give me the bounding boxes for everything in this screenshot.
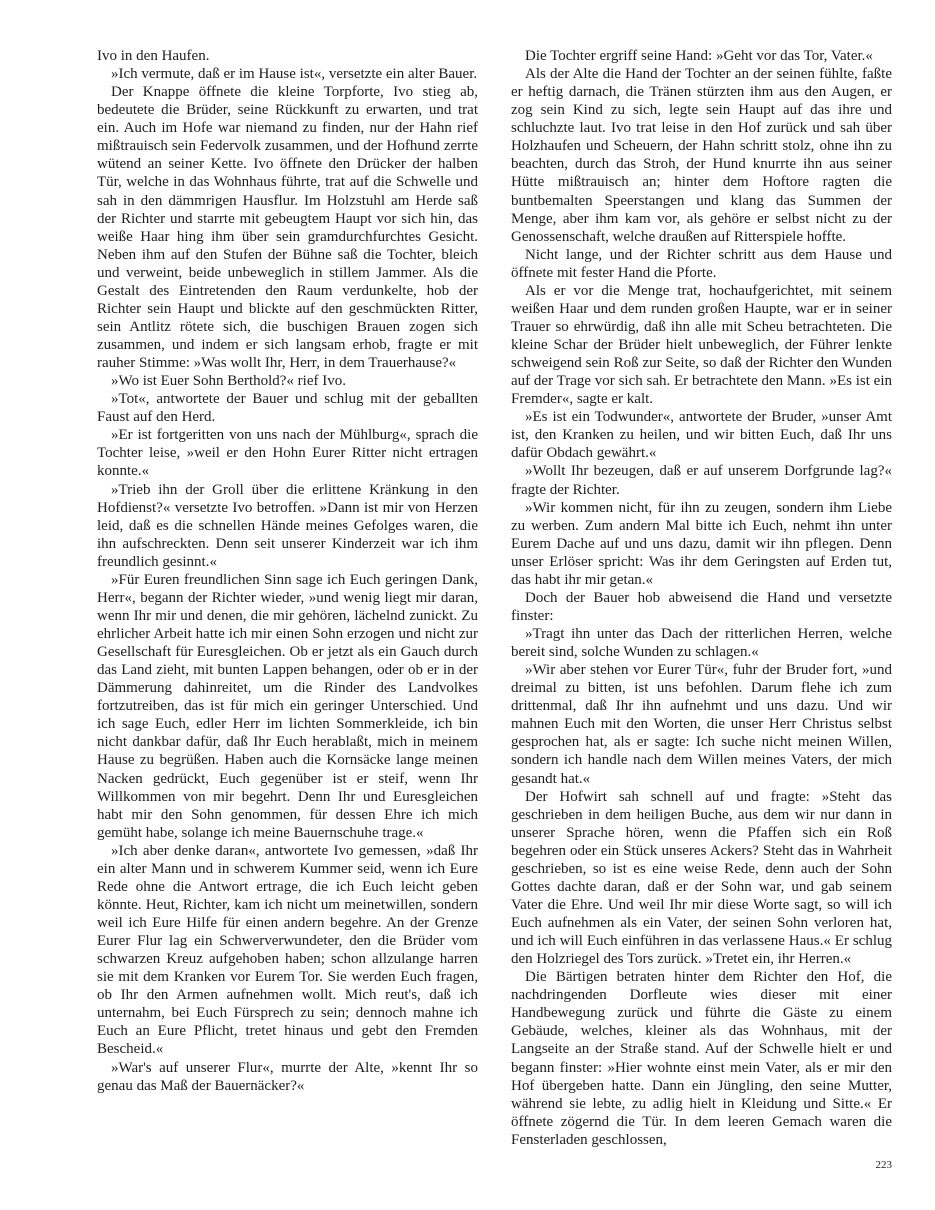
paragraph: »Tot«, antwortete der Bauer und schlug mit der geballten Faust auf den Herd. — [97, 391, 478, 426]
paragraph: »Wir aber stehen vor Eurer Tür«, fuhr der Bruder fort, »und dreimal zu bitten, ist uns befohlen. Darum flehe ich zum drittenmal, daß Ihr ihn aufnehmt und uns dazu. Und wir mahnen Euch mit den Worten, die unser Herr Christus selbst gesprochen hat, als er sagte: Ich suche nicht meinen Willen, sondern ich handle nach dem Willen meines Vaters, der mich gesandt hat.« — [511, 662, 892, 787]
paragraph: Nicht lange, und der Richter schritt aus dem Hause und öffnete mit fester Hand die Pforte. — [511, 246, 892, 281]
paragraph: »Wollt Ihr bezeugen, daß er auf unserem Dorfgrunde lag?« fragte der Richter. — [511, 463, 892, 498]
paragraph: Als er vor die Menge trat, hochaufgerichtet, mit seinem weißen Haar und dem runden großen Haupte, war er in seiner Trauer so ehrwürdig, daß ihn alle mit Scheu betrachteten. Die kleine Schar der Brüder hielt unbeweglich, der Führer lenkte schweigend sein Roß zur Seite, so daß der Richter den Wunden auf der Trage vor sich sah. Er betrachtete den Mann. »Es ist ein Fremder«, sagte er kalt. — [511, 282, 892, 408]
paragraph: Doch der Bauer hob abweisend die Hand und versetzte finster: — [511, 589, 892, 624]
paragraph: Die Bärtigen betraten hinter dem Richter den Hof, die nachdringenden Dorfleute wies dieser mit einer Handbewegung zurück und führte die Gäste zu einem Gebäude, welches, kleiner als das Wohnhaus, mit der Langseite an der Straße stand. Auf der Schwelle hielt er und begann finster: »Hier wohnte einst mein Vater, als er mir den Hof übergeben hatte. Dann ein Jüngling, den seine Mutter, während sie lebte, zu adlig hielt in Kleidung und Sitte.« Er öffnete zögernd die Tür. In dem leeren Gemach waren die Fensterladen geschlossen, — [511, 969, 892, 1148]
paragraph: Der Knappe öffnete die kleine Torpforte, Ivo stieg ab, bedeutete die Brüder, seine Rückkunft zu erwarten, und trat ein. Auch im Hofe war niemand zu finden, nur der Hahn rief mißtrauisch sein Federvolk zusammen, und der Hofhund zerrte wütend an seiner Kette. Ivo öffnete den Drücker der halben Tür, welche in das Wohnhaus führte, trat auf die Schwelle und sah in den dämmrigen Hausflur. Im Holzstuhl am Herde saß der Richter und starrte mit gebeugtem Haupt vor sich hin, das weiße Haar hing ihm über sein gramdurchfurchtes Gesicht. Neben ihm auf den Stufen der Bühne saß die Tochter, bleich und verweint, beide unbeweglich in stillem Jammer. Als die Gestalt des Eintretenden den Raum verdunkelte, hob der Richter sein Haupt und blickte auf den geschmückten Ritter, sein Antlitz rötete sich, die buschigen Brauen zogen sich zusammen, und indem er sich langsam erhob, fragte er mit rauher Stimme: »Was wollt Ihr, Herr, in dem Trauerhause?« — [97, 84, 478, 372]
right-column — [511, 47, 892, 1149]
paragraph: Ivo in den Haufen. — [97, 48, 210, 64]
paragraph: »War's auf unserer Flur«, murrte der Alte, »kennt Ihr so genau das Maß der Bauernäcker?« — [97, 1059, 478, 1094]
left-column — [97, 47, 478, 1095]
paragraph: »Wir kommen nicht, für ihn zu zeugen, sondern ihm Liebe zu werben. Zum andern Mal bitte ich Euch, nehmt ihn unter Eurem Dache auf und uns dazu, damit wir ihn pflegen. Denn unser Erlöser spricht: Was ihr dem Geringsten auf Erden tut, das habt ihr mir getan.« — [511, 499, 892, 588]
page-number: 223 — [875, 1159, 892, 1171]
paragraph: »Er ist fortgeritten von uns nach der Mühlburg«, sprach die Tochter leise, »weil er den Hohn Eurer Ritter nicht ertragen konnte.« — [97, 427, 478, 480]
paragraph: Als der Alte die Hand der Tochter an der seinen fühlte, faßte er heftig darnach, die Tränen stürzten ihm aus den Augen, er zog sein Kind zu sich, legte sein Haupt auf das ihre und schluchzte laut. Ivo trat leise in den Hof zurück und sah über Holzhaufen und Scheuern, der Hahn schritt stolz, ohne ihn zu beachten, durch das Stroh, der Hund knurrte ihn aus seiner Hütte mißtrauisch an; hinter dem Hoftore ragten die buntbemalten Speerstangen und klang das Summen der Menge, aber ihm kam vor, als gehöre er selbst nicht zu der Genossenschaft, welche draußen auf Ritterspiele hoffte. — [511, 66, 892, 245]
paragraph: »Für Euren freundlichen Sinn sage ich Euch geringen Dank, Herr«, begann der Richter wieder, »und wenig liegt mir daran, wenn Ihr mir und denen, die mir gehören, lächelnd zunickt. Zu ehrlicher Arbeit hatte ich mir einen Sohn erzogen und nicht zur Gesellschaft für Euresgleichen. Ob er jetzt als ein Gauch durch das Land zieht, mit bunten Lappen behangen, oder ob er in der Dämmerung dahinreitet, um die Rinder des Landvolkes fortzutreiben, das ist für mich ein geringer Unterschied. Und ich sage Euch, edler Herr im lichten Sommerkleide, ich bin nicht dankbar dafür, daß Ihr Euch herablaßt, mich in meinem Hause zu begrüßen. Haben auch die Kornsäcke lange meinen Nacken gedrückt, Euch gegenüber ist er steif, wenn Ihr Willkommen von mir begehrt. Denn Ihr und Euresgleichen habt mir den Sohn genommen, für dessen Ehre ich mich gemüht habe, solange ich meine Bauernschuhe trage.« — [97, 571, 478, 841]
paragraph: Der Hofwirt sah schnell auf und fragte: »Steht das geschrieben in dem heiligen Buche, aus dem wir nur dann in unserer Sprache hören, wenn die Pfaffen sich ein Roß begehren oder ein Stück unseres Ackers? Steht das in Wahrheit geschrieben, so ist es eine weise Rede, denn auch der Sohn Gottes dachte daran, daß er der Sohn war, und gab seinem Vater die Ehre. Und weil Ihr mir diese Worte sagt, so will ich Euch aufnehmen als ein Vater, der seinen Sohn verloren hat, und ich will Euch einführen in das verlassene Haus.« Er schlug den Holzriegel des Tors zurück. »Tretet ein, ihr Herren.« — [511, 788, 892, 968]
paragraph: »Ich vermute, daß er im Hause ist«, versetzte ein alter Bauer. — [111, 66, 478, 83]
paragraph: »Es ist ein Todwunder«, antwortete der Bruder, »unser Amt ist, den Kranken zu heilen, und wir bitten Euch, daß Ihr uns dafür Obdach gewährt.« — [511, 409, 892, 462]
paragraph: »Tragt ihn unter das Dach der ritterlichen Herren, welche bereit sind, solche Wunden zu schlagen.« — [511, 626, 892, 661]
paragraph: »Wo ist Euer Sohn Berthold?« rief Ivo. — [111, 373, 346, 390]
paragraph: »Trieb ihn der Groll über die erlittene Kränkung in den Hofdienst?« versetzte Ivo betroffen. »Dann ist mir von Herzen leid, daß es die schnellen Hände meines Gefolges waren, die ihn aufschreckten. Denn seit unserer Kinderzeit war ich ihm freundlich gesinnt.« — [97, 481, 478, 570]
paragraph: Die Tochter ergriff seine Hand: »Geht vor das Tor, Vater.« — [525, 48, 873, 64]
paragraph: »Ich aber denke daran«, antwortete Ivo gemessen, »daß Ihr ein alter Mann und in schwerem Kummer seid, wenn ich Eure Rede ohne die Antwort ertrage, die ich Euch leicht geben könnte. Heut, Richter, kam ich nicht um meinetwillen, sondern weil ich Eure Hilfe für einen andern begehre. An der Grenze Eurer Flur lag ein Schwerverwundeter, den die Brüder vom schwarzen Kreuz aufgehoben haben; schon allzulange harren sie mit dem Kranken vor Eurem Tor. Sie werden Euch fragen, ob Ihr den Armen aufnehmen wollt. Mich reut's, daß ich unternahm, bei Euch Fürsprech zu sein; dennoch mahne ich Euch an Eure Pflicht, tretet hinaus und gebt den Fremden Bescheid.« — [97, 842, 478, 1058]
